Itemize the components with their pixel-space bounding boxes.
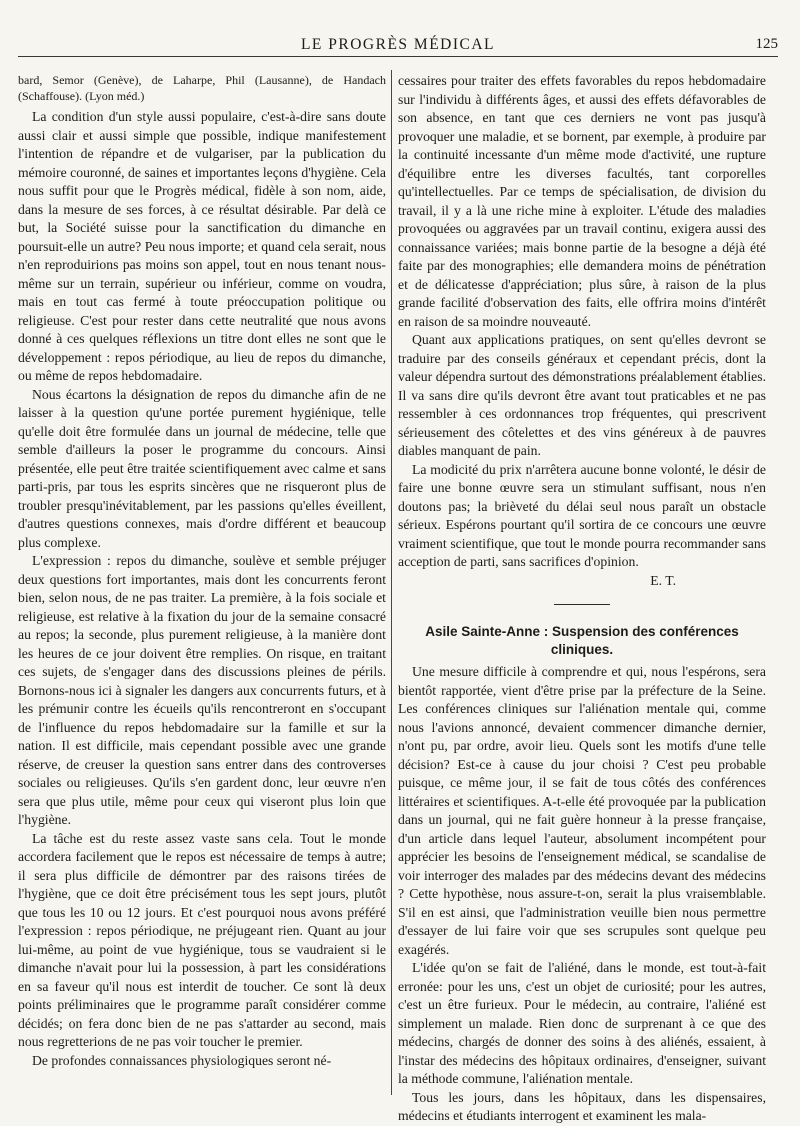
section-separator xyxy=(554,604,610,605)
column-divider xyxy=(391,70,392,1095)
paragraph: Tous les jours, dans les hôpitaux, dans les dispensaires, médecins et étudiants interrogent et examinent les mala- xyxy=(398,1089,766,1123)
paragraph: De profondes connaissances physiologiques seront né- xyxy=(32,1052,332,1068)
paragraph: La condition d'un style aussi populaire, c'est-à-dire sans doute aussi clair et aussi simple que possible, indique manifestement l'intention de répandre et de vulgariser, par la publication du mémoire couronné, de saines et importantes leçons d'hygiène. Cela nous suffit pour que le Progrès médical, fidèle à son nom, aide, dans la mesure de ses forces, à ce résultat désirable. Par delà ce but, la Société suisse pour la sanctification du dimanche en poursuit-elle un autre? Peu nous importe; et quand cela serait, nous n'en reproduirions pas moins son appel, tout en nous tenant nous-même sur un terrain, supérieur ou inférieur, comme on voudra, mais en tout cas fermé à toute préoccupation politique ou religieuse. C'est pour rester dans cette neutralité que nous avons donné à ces quelques réflexions un titre dont elles ne sont que le développement : repos périodique, au lieu de repos du dimanche, ou même de repos hebdomadaire. xyxy=(18,109,386,383)
paragraph: La tâche est du reste assez vaste sans cela. Tout le monde accordera facilement que le repos est nécessaire de temps à autre; il sera plus difficile de démontrer par des raisons tirées de l'hygiène, que ce doit être précisément tous les sept jours, plutôt que tous les 10 ou 12 jours. Et c'est pourquoi nous avons préféré l'expression : repos périodique, ne préjugeant rien. Quant au jour lui-même, au point de vue hygiénique, tous se vaudraient si le dimanche n'avait pour lui la possession, à part les considérations en sa faveur qu'il nous est interdit de toucher. Ce sont là deux points préliminaires que le programme paraît considérer comme décidés; on fera donc bien de ne pas s'attarder au second, mais nous regretterions de ne pas voir toucher le premier. xyxy=(18,830,386,1049)
left-column xyxy=(18,72,386,1070)
paragraph: L'idée qu'on se fait de l'aliéné, dans le monde, est tout-à-fait erronée: pour les uns, c'est un objet de curiosité; pour les autres, c'est un être furieux. Pour le médecin, au contraire, l'aliéné est simplement un malade. Rien donc de surprenant à ce que des médecins, chargés de donner des soins à des aliénés, essaient, à l'instar des médecins des hôpitaux ordinaires, d'enseigner, suivant la méthode commune, l'aliénation mentale. xyxy=(398,960,766,1086)
paragraph: cessaires pour traiter des effets favorables du repos hebdomadaire sur l'individu à différents âges, et aussi des effets défavorables de son absence, en tant que ces derniers ne vont pas jusqu'à provoquer une maladie, et se bornent, par exemple, à produire par la continuité incessante d'un même mode d'activité, une rupture d'équilibre entre les diverses facultés, tant corporelles qu'intellectuelles. Par ce temps de spécialisation, de division du travail, il y a là une riche mine à exploiter. L'étude des maladies provoquées ou aggravées par un travail continu, exigera aussi des connaissance variées; mais bonne partie de la besogne a déjà été faite par des monographies; elle demandera moins de pénétration et de délicatesse d'appréciation; plus sûre, à raison de la plus grande facilité d'observation des faits, elle offrira moins d'intérêt en raison de sa moindre nouveauté. xyxy=(398,73,766,329)
paragraph: Une mesure difficile à comprendre et qui, nous l'espérons, sera bientôt rapportée, vient d'être prise par la préfecture de la Seine. Les conférences cliniques sur l'aliénation mentale qui, comme nous l'avions annoncé, devaient commencer dimanche dernier, n'ont pu, par ordre, avoir lieu. Quels sont les motifs d'une telle décision? Est-ce à cause du jour choisi ? C'est peu probable puisque, ce même jour, il se fait de tous côtés des conférences littéraires et scientifiques. A-t-elle été provoquée par la publication dans un journal, qui ne fait guère honneur à la presse française, d'un article dans lequel l'auteur, absolument incompétent pour apprécier les besoins de l'enseignement médical, se scandalise de voir interroger des malades par des médecins devant des médecins ? Cette hypothèse, nous assure-t-on, serait la plus vraisemblable. S'il en est ainsi, que l'administration veuille bien nous permettre d'essayer de lui faire voir que ses scrupules sont quelque peu exagérés. xyxy=(398,664,766,957)
page-number: 125 xyxy=(755,36,778,52)
section-heading: Asile Sainte-Anne : Suspension des conférences cliniques. xyxy=(425,624,739,657)
paragraph: L'expression : repos du dimanche, soulève et semble préjuger deux questions fort importantes, mais dont les concurrents feront bien, selon nous, de ne pas traiter. La première, à la fois sociale et religieuse, est relative à la fixation du jour de la semaine consacré au repos; la seconde, plus purement religieuse, à la manière dont les heures de ce jour doivent être remplies. On risque, en traitant ces sujets, de s'engager dans des discussions pleines de périls. Bornons-nous ici à signaler les dangers aux concurrents futurs, et à les prémunir contre les écueils qu'ils rencontreront en s'occupant de l'influence du repos hebdomadaire sur la famille et sur la nation. Il est difficile, mais cependant possible avec une grande réserve, de creuser la question sans entrer dans des controverses sociales ou religieuses. Qu'ils s'en gardent donc, leur œuvre n'en sera que plus utile, même pour ceux qui viseront plus loin que l'hygiène. xyxy=(18,553,386,827)
right-column xyxy=(398,72,766,1126)
journal-title: LE PROGRÈS MÉDICAL xyxy=(300,36,496,53)
signature: E. T. xyxy=(650,572,676,588)
paragraph: La modicité du prix n'arrêtera aucune bonne volonté, le désir de faire une bonne œuvre sera un stimulant suffisant, nous n'en doutons pas; la brièveté du délai seul nous paraît un obstacle sérieux. Espérons pourtant qu'il sortira de ce concours une œuvre vraiment scientifique, que tout le monde pourra recommander sans acception de parti, sans sacrifices d'opinion. xyxy=(398,461,766,569)
paragraph: Nous écartons la désignation de repos du dimanche afin de ne laisser à la question qu'une portée purement hygiénique, telle qu'elle doit être formulée dans un journal de médecine, telle que semble d'ailleurs la poser le programme du concours. Ainsi présentée, elle peut être traitée scientifiquement avec calme et sans parti-pris, par tous les esprits sincères que ne risqueront plus de troubler presqu'inévitablement, par les passions qu'elles éveillent, d'autres questions connexes, mais d'ordre différent et beaucoup plus complexe. xyxy=(18,386,386,550)
paragraph: bard, Semor (Genève), de Laharpe, Phil (Lausanne), de Handach (Schaffouse). (Lyon méd.) xyxy=(18,73,386,103)
paragraph: Quant aux applications pratiques, on sent qu'elles devront se traduire par des conseils généraux et cependant précis, dont la valeur dépendra surtout des démonstrations préalablement établies. Il va sans dire qu'ils devront être avant tout praticables et ne pas ressembler à ces ordonnances trop fréquentes, qui prescrivent sérieusement des côtelettes et des vins généreux à de pauvres diables manquant de pain. xyxy=(398,332,766,458)
page-header xyxy=(18,34,778,57)
